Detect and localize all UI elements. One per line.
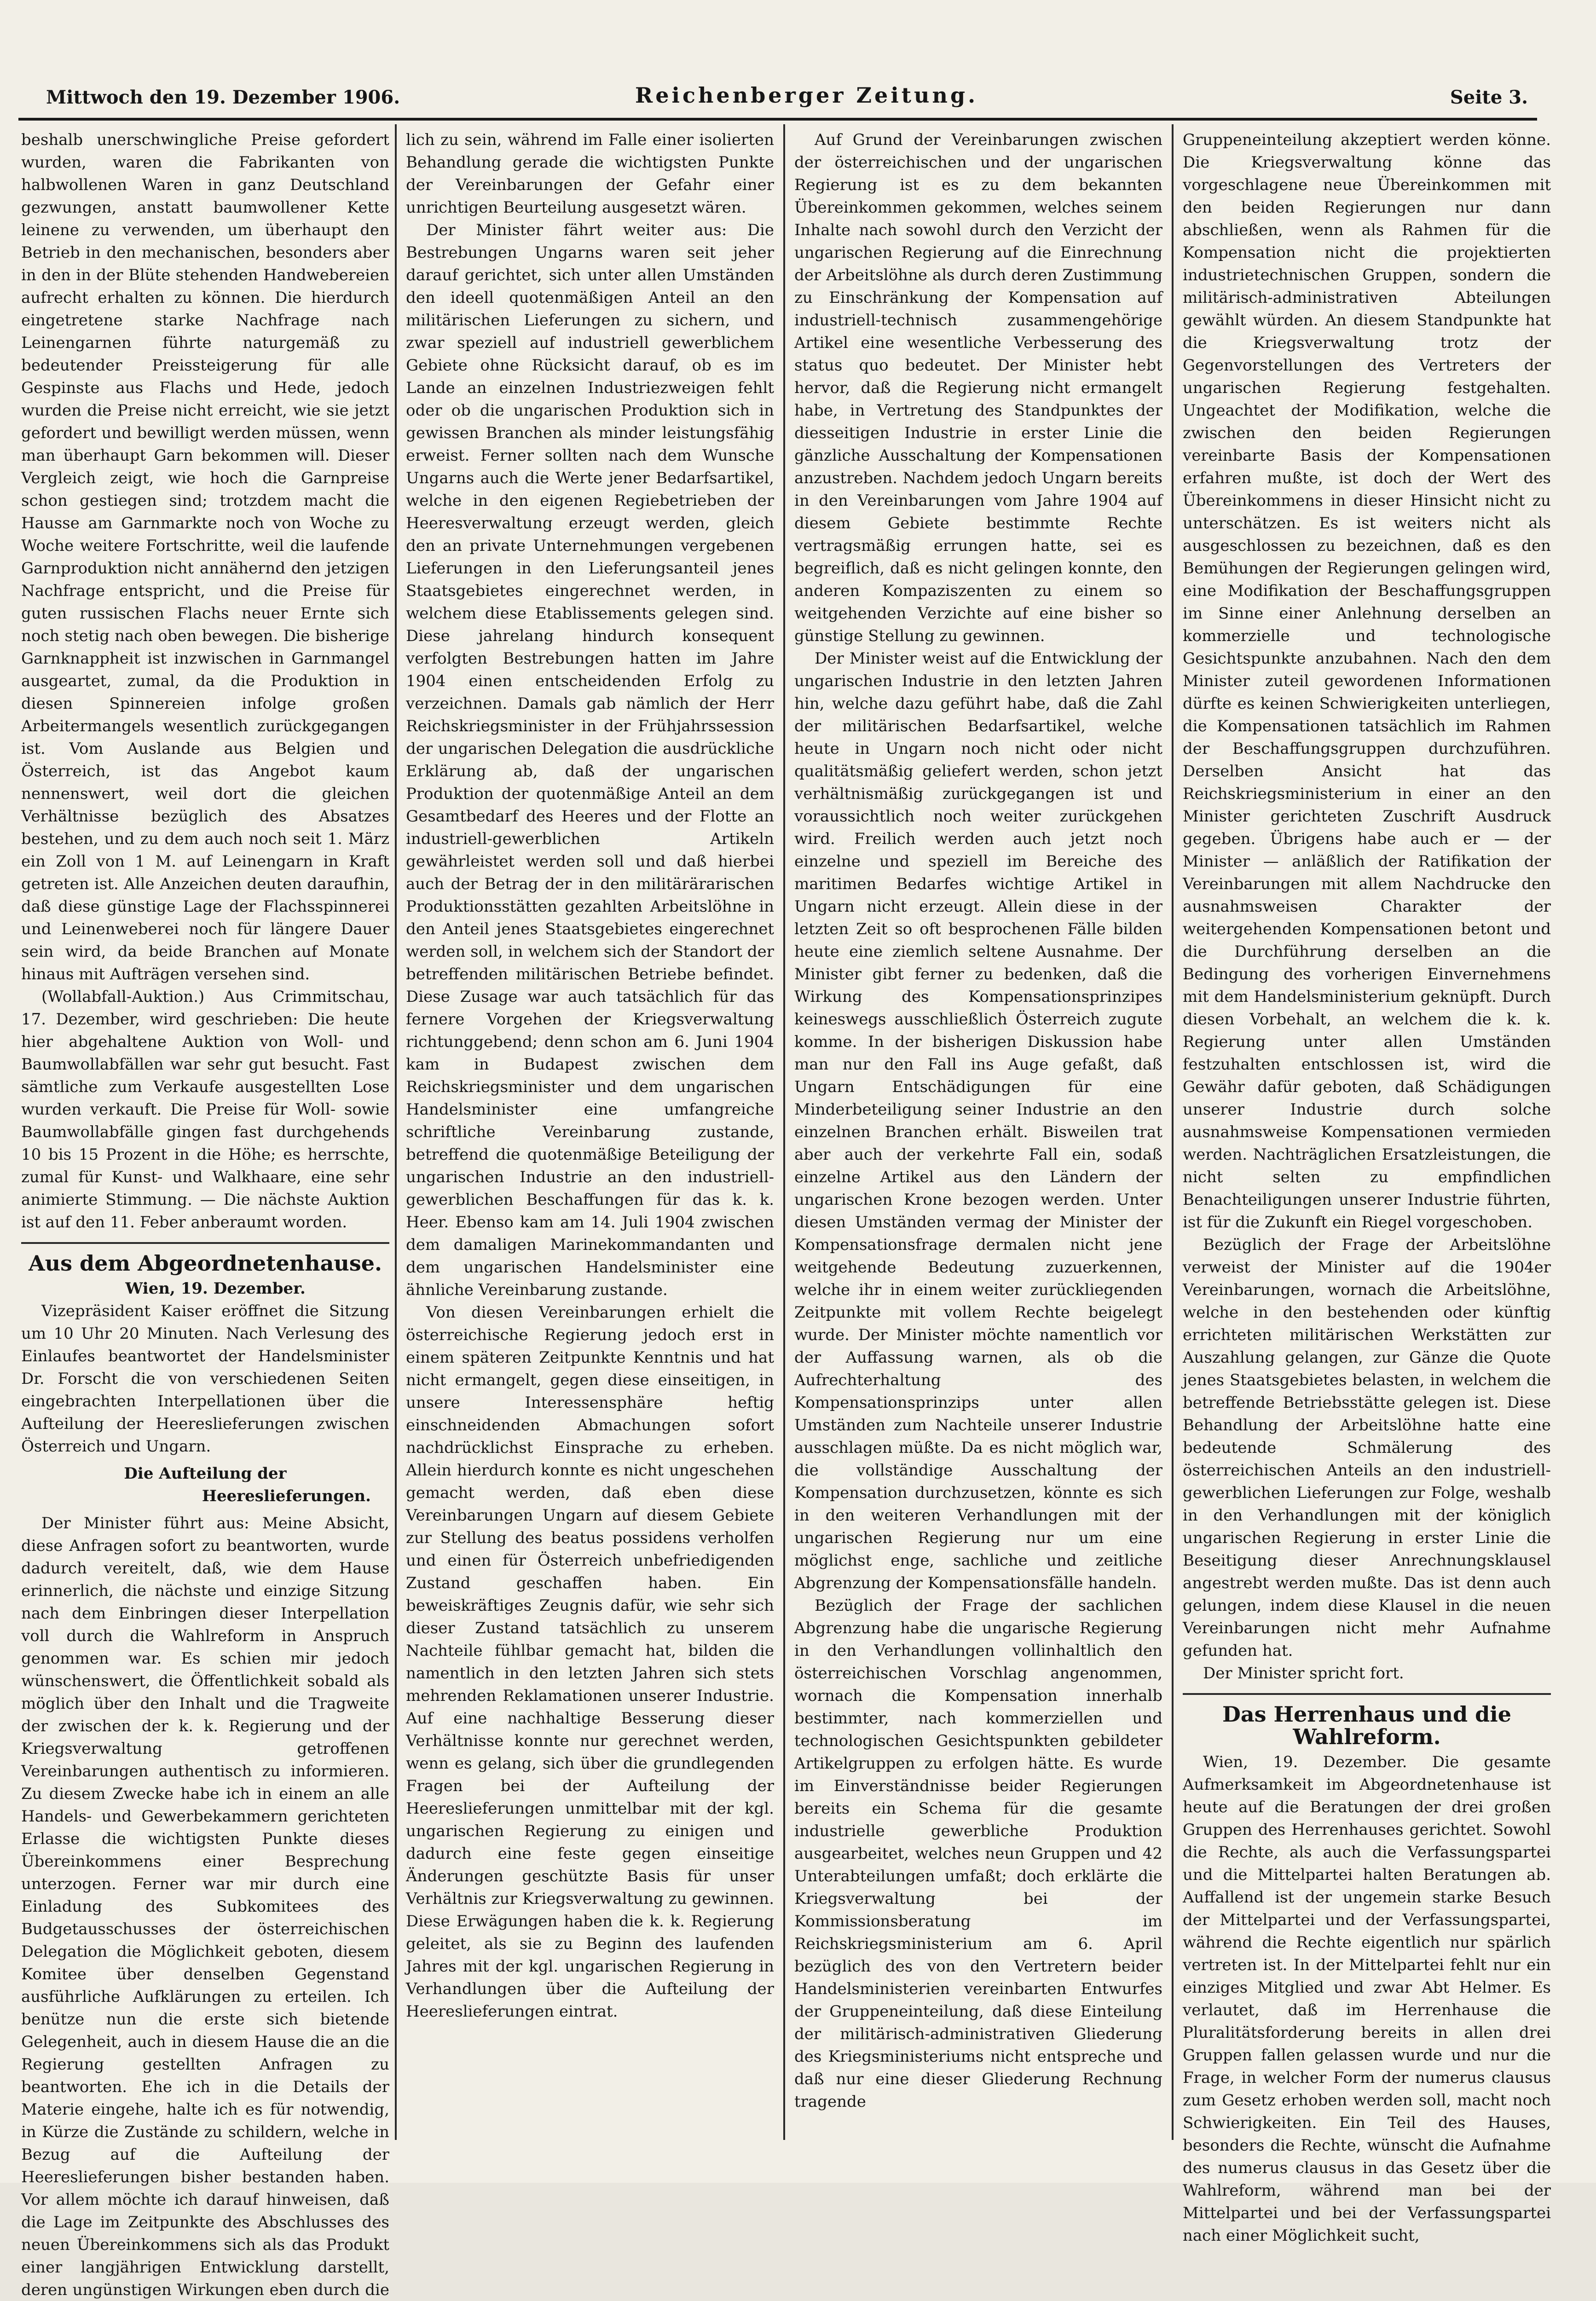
section-heading: Aus dem Abgeordnetenhause. [28, 1251, 382, 1276]
article-paragraph: Auf Grund der Vereinbarungen zwischen der österreichischen und der ungarischen Regierung ist es zu dem bekannten Übereinkommen gekommen, welches seinem Inhalte nach sowohl durch den Verzicht der ungarischen Regierung auf die Einrechnung der Arbeitslöhne als durch deren Zustimmung zu Einschränkung der Kompensation auf industriell-technisch zusammengehörige Artikel eine wesentliche Verbesserung des status quo bedeutet. Der Minister hebt hervor, daß die Regierung nicht ermangelt habe, in Vertretung des Standpunktes der diesseitigen Industrie in erster Linie die gänzliche Ausschaltung der Kompensationen anzustreben. Nachdem jedoch Ungarn bereits in den Vereinbarungen vom Jahre 1904 auf diesem Gebiete bestimmte Rechte vertragsmäßig errungen hatte, sei es begreiflich, daß es nicht gelingen konnte, den anderen Kompaziszenten zu einem so weitgehenden Verzichte auf eine bisher so günstige Stellung zu gewinnen. [794, 131, 1162, 645]
subheading: Die Aufteilung der [124, 1464, 287, 1483]
column-1 [21, 129, 389, 2299]
column-divider [1172, 124, 1174, 2140]
article-paragraph: Bezüglich der Frage der sachlichen Abgrenzung habe die ungarische Regierung in den Verhandlungen vollinhaltlich den österreichischen Vorschlag angenommen, wornach die Kompensation innerhalb bestimmter, nach kommerziellen und technologischen Gesichtspunkten gebildeter Artikelgruppen zu erfolgen hätte. Es wurde im Einverständnisse beider Regierungen bereits ein Schema für die gesamte industrielle gewerbliche Produktion ausgearbeitet, welches neun Gruppen und 42 Unterabteilungen umfaßt; doch erklärte die Kriegsverwaltung bei der Kommissionsberatung im Reichskriegsministerium am 6. April bezüglich des von den Vertretern beider Handelsministerien vereinbarten Entwurfes der Gruppeneinteilung, daß diese Einteilung der militärisch-administrativen Gliederung des Kriegsministeriums nicht entspreche und daß nur eine dieser Gliederung Rechnung tragende [794, 1596, 1162, 2111]
section-separator [1183, 1693, 1551, 1695]
article-paragraph: lich zu sein, während im Falle einer isolierten Behandlung gerade die wichtigsten Punkte der Vereinbarungen der Gefahr einer unrichtigen Beurteilung ausgesetzt wären. [406, 131, 774, 217]
section-separator [21, 1242, 389, 1244]
page-header [46, 83, 1528, 110]
article-paragraph: Bezüglich der Frage der Arbeitslöhne verweist der Minister auf die 1904er Vereinbarungen, wornach die Arbeitslöhne, welche in den bestehenden oder künftig errichteten militärischen Werkstätten zur Auszahlung gelangen, zur Gänze die Quote jenes Staatsgebietes belasten, in welchem die betreffende Betriebsstätte gelegen ist. Diese Behandlung der Arbeitslöhne hatte eine bedeutende Schmälerung des österreichischen Anteils an den industriell-gewerblichen Lieferungen zur Folge, weshalb in den Verhandlungen mit der königlich ungarischen Regierung in erster Linie die Beseitigung dieser Anrechnungsklausel angestrebt werden mußte. Das ist denn auch gelungen, indem diese Klausel in die neuen Vereinbarungen nicht mehr Aufnahme gefunden hat. [1183, 1236, 1551, 1660]
article-paragraph: Der Minister spricht fort. [1203, 1664, 1404, 1682]
article-paragraph: Vizepräsident Kaiser eröffnet die Sitzung um 10 Uhr 20 Minuten. Nach Verlesung des Einlaufes beantwortet der Handelsminister Dr. Forscht die von verschiedenen Seiten eingebrachten Interpellationen über die Aufteilung der Heereslieferungen zwischen Österreich und Ungarn. [21, 1302, 389, 1456]
column-3 [794, 129, 1162, 2145]
article-paragraph: beshalb unerschwingliche Preise gefordert wurden, waren die Fabrikanten von halbwollenen Waren in ganz Deutschland gezwungen, anstatt baumwollener Kette leinene zu verwenden, um überhaupt den Betrieb in den mechanischen, besonders aber in den in der Blüte stehenden Handwebereien aufrecht erhalten zu können. Die hierdurch eingetretene starke Nachfrage nach Leinengarnen führte naturgemäß zu bedeutender Preissteigerung für alle Gespinste aus Flachs und Hede, jedoch wurden die Preise nicht erreicht, wie sie jetzt gefordert und bewilligt werden müssen, wenn man überhaupt Garn bekommen will. Dieser Vergleich zeigt, wie hoch die Garnpreise schon gestiegen sind; trotzdem macht die Hausse am Garnmarkte noch von Woche zu Woche weitere Fortschritte, weil die laufende Garnproduktion nicht annähernd den jetzigen Nachfrage entspricht, und die Preise für guten russischen Flachs neuer Ernte sich noch stetig nach oben bewegen. Die bisherige Garnknappheit ist inzwischen in Garnmangel ausgeartet, zumal, da die Produktion in diesen Spinnereien infolge großen Arbeitermangels wesentlich zurückgegangen ist. Vom Auslande aus Belgien und Österreich, ist das Angebot kaum nennenswert, weil dort die gleichen Verhältnisse bezüglich des Absatzes bestehen, und zu dem auch noch seit 1. März ein Zoll von 1 M. auf Leinengarn in Kraft getreten ist. Alle Anzeichen deuten daraufhin, daß diese günstige Lage der Flachsspinnerei und Leinenweberei noch für längere Dauer sein wird, da beide Branchen auf Monate hinaus mit Aufträgen versehen sind. [21, 131, 389, 983]
article-paragraph: Der Minister weist auf die Entwicklung der ungarischen Industrie in den letzten Jahren hin, welche dazu geführt habe, daß die Zahl der militärischen Bedarfsartikel, welche heute in Ungarn noch nicht oder nicht qualitätsmäßig geliefert werden, schon jetzt verhältnismäßig zurückgegangen ist und voraussichtlich noch weiter zurückgehen wird. Freilich werden auch jetzt noch einzelne und speziell im Bereiche des maritimen Bedarfes wichtige Artikel in Ungarn nicht erzeugt. Allein diese in der letzten Zeit so oft besprochenen Fälle bilden heute eine ziemlich seltene Ausnahme. Der Minister gibt ferner zu bedenken, daß die Wirkung des Kompensationsprinzipes keineswegs ausschließlich Österreich zugute komme. In der bisherigen Diskussion habe man nur den Fall ins Auge gefaßt, daß Ungarn Entschädigungen für eine Minderbeteiligung seiner Industrie an den einzelnen Branchen erhält. Bisweilen trat aber auch der verkehrte Fall ein, sodaß einzelne Artikel aus den Ländern der ungarischen Krone bezogen werden. Unter diesen Umständen vermag der Minister der Kompensationsfrage dermalen nicht jene weitgehende Bedeutung zuzuerkennen, welche ihr in einem weiter zurückliegenden Zeitpunkte mit vollem Rechte beigelegt wurde. Der Minister möchte namentlich vor der Auffassung warnen, als ob die Aufrechterhaltung des Kompensationsprinzips unter allen Umständen zum Nachteile unserer Industrie ausschlagen müßte. Da es nicht möglich war, die vollständige Ausschaltung der Kompensation durchzusetzen, könnte es sich in den weiteren Verhandlungen mit der ungarischen Regierung nur um eine möglichst enge, sachliche und zeitliche Abgrenzung der Kompensationsfälle handeln. [794, 649, 1162, 1592]
article-paragraph: Der Minister führt aus: Meine Absicht, diese Anfragen sofort zu beantworten, wurde dadurch vereitelt, daß, wie dem Hause erinnerlich, die nächste und einzige Sitzung nach dem Einbringen dieser Interpellation voll durch die Wahlreform in Anspruch genommen war. Es schien mir jedoch wünschenswert, die Öffentlichkeit sobald als möglich über den Inhalt und die Tragweite der zwischen der k. k. Regierung und der Kriegsverwaltung getroffenen Vereinbarungen authentisch zu informieren. Zu diesem Zwecke habe ich in einem an alle Handels- und Gewerbekammern gerichteten Erlasse die wichtigsten Punkte dieses Übereinkommens einer Besprechung unterzogen. Ferner war mir durch eine Einladung des Subkomitees des Budgetausschusses der österreichischen Delegation die Möglichkeit geboten, diesem Komitee über denselben Gegenstand ausführliche Aufklärungen zu erteilen. Ich benütze nun die erste sich bietende Gelegenheit, auch in diesem Hause die an die Regierung gestellten Anfragen zu beantworten. Ehe ich in die Details der Materie eingehe, halte ich es für notwendig, in Kürze die Zustände zu schildern, welche in Bezug auf die Aufteilung der Heereslieferungen bisher bestanden haben. Vor allem möchte ich darauf hinweisen, daß die Lage im Zeitpunkte des Abschlusses des neuen Übereinkommens sich als das Produkt einer langjährigen Entwicklung darstellt, deren ungünstigen Wirkungen eben durch die [21, 1514, 389, 2299]
newspaper-title: Reichenberger Zeitung. [635, 83, 978, 108]
section-heading: Das Herrenhaus und die Wahlreform. [1222, 1702, 1512, 1749]
header-rule [18, 118, 1537, 121]
article-paragraph: Gruppeneinteilung akzeptiert werden könne. Die Kriegsverwaltung könne das vorgeschlagene neue Übereinkommen mit den beiden Regierungen nur dann abschließen, wenn als Rahmen für die Kompensation nicht die projektierten industrietechnischen Gruppen, sondern die militärisch-administrativen Abteilungen gewählt würden. An diesem Standpunkte hat die Kriegsverwaltung trotz der Gegenvorstellungen des Vertreters der ungarischen Regierung festgehalten. Ungeachtet der Modifikation, welche die zwischen den beiden Regierungen vereinbarte Basis der Kompensationen erfahren mußte, ist doch der Wert des Übereinkommens in dieser Hinsicht nicht zu unterschätzen. Es ist weiters nicht als ausgeschlossen zu bezeichnen, daß es den Bemühungen der Regierungen gelingen wird, eine Modifikation der Beschaffungsgruppen im Sinne einer Anlehnung derselben an kommerzielle und technologische Gesichtspunkte anzubahnen. Nach den dem Minister zuteil gewordenen Informationen dürfte es keinen Schwierigkeiten unterliegen, die Kompensationen tatsächlich im Rahmen der Beschaffungsgruppen durchzuführen. Derselben Ansicht hat das Reichskriegsministerium in einer an den Minister gerichteten Zuschrift Ausdruck gegeben. Übrigens habe auch er — der Minister — anläßlich der Ratifikation der Vereinbarungen mit allem Nachdrucke den ausnahmsweisen Charakter der weitergehenden Kompensationen betont und die Durchführung derselben an die Bedingung des vorherigen Einvernehmens mit dem Handelsministerium geknüpft. Durch diesen Vorbehalt, an welchem die k. k. Regierung unter allen Umständen festzuhalten entschlossen ist, wird die Gewähr dafür geboten, daß Schädigungen unserer Industrie durch solche ausnahmsweise Kompensationen vermieden werden. Nachträglichen Ersatzleistungen, die nicht selten zu empfindlichen Benachteiligungen unserer Industrie führten, ist für die Zukunft ein Riegel vorgeschoben. [1183, 131, 1551, 1231]
header-date: Mittwoch den 19. Dezember 1906. [46, 87, 400, 108]
column-divider [783, 124, 785, 2140]
article-paragraph: Der Minister fährt weiter aus: Die Bestrebungen Ungarns waren seit jeher darauf gerichtet, sich unter allen Umständen den ideell quotenmäßigen Anteil an den militärischen Lieferungen zu sichern, und zwar speziell auf industriell gewerblichem Gebiete ohne Rücksicht darauf, ob es im Lande an einzelnen Industriezweigen fehlt oder ob die ungarischen Produktion sich in gewissen Branchen als minder leistungsfähig erweist. Ferner sollten nach dem Wunsche Ungarns auch die Werte jener Bedarfsartikel, welche in den eigenen Regiebetrieben der Heeresverwaltung erzeugt werden, gleich den an private Unternehmungen vergebenen Lieferungen in den Lieferungsanteil jenes Staatsgebietes eingerechnet werden, in welchem diese Etablissements gelegen sind. Diese jahrelang hindurch konsequent verfolgten Bestrebungen hatten im Jahre 1904 einen entscheidenden Erfolg zu verzeichnen. Damals gab nämlich der Herr Reichskriegsminister in der Frühjahrssession der ungarischen Delegation die ausdrückliche Erklärung ab, daß der ungarischen Produktion der quotenmäßige Anteil an dem Gesamtbedarf des Heeres und der Flotte an industriell-gewerblichen Artikeln gewährleistet werden soll und daß hierbei auch der Betrag der in den militärärarischen Produktionsstätten gezahlten Arbeitslöhne in den Anteil jenes Staatsgebietes eingerechnet werden soll, in welchem sich der Standort der betreffenden militärischen Betriebe befindet. Diese Zusage war auch tatsächlich für das fernere Vorgehen der Kriegsverwaltung richtunggebend; denn schon am 6. Juni 1904 kam in Budapest zwischen dem Reichskriegsminister und dem ungarischen Handelsminister eine umfangreiche schriftliche Vereinbarung zustande, betreffend die quotenmäßige Beteiligung der ungarischen Industrie an den industriell-gewerblichen Beschaffungen für das k. k. Heer. Ebenso kam am 14. Juli 1904 zwischen dem damaligen Marinekommandanten und dem ungarischen Handelsminister eine ähnliche Vereinbarung zustande. [406, 221, 774, 1299]
article-paragraph: (Wollabfall-Auktion.) Aus Crimmitschau, 17. Dezember, wird geschrieben: Die heute hier abgehaltene Auktion von Woll- und Baumwollabfällen war sehr gut besucht. Fast sämtliche zum Verkaufe ausgestellten Lose wurden verkauft. Die Preise für Woll- sowie Baumwollabfälle gingen fast durchgehends 10 bis 15 Prozent in die Höhe; es herrschte, zumal für Kunst- und Walkhaare, eine sehr animierte Stimmung. — Die nächste Auktion ist auf den 11. Feber anberaumt worden. [21, 988, 389, 1231]
subheading: Heereslieferungen. [202, 1487, 371, 1505]
dateline: Wien, 19. Dezember. [125, 1279, 306, 1298]
article-paragraph: Wien, 19. Dezember. Die gesamte Aufmerksamkeit im Abgeordnetenhause ist heute auf die Beratungen der drei großen Gruppen des Herrenhauses gerichtet. Sowohl die Rechte, als auch die Verfassungspartei und die Mittelpartei halten Beratungen ab. Auffallend ist der ungemein starke Besuch der Mittelpartei und der Verfassungspartei, während die Rechte eigentlich nur spärlich vertreten ist. In der Mittelpartei fehlt nur ein einziges Mitglied und zwar Abt Helmer. Es verlautet, daß im Herrenhause die Pluralitätsforderung bereits in allen drei Gruppen fallen gelassen wurde und nur die Frage, in welcher Form der numerus clausus zum Gesetz erhoben werden soll, macht noch Schwierigkeiten. Ein Teil des Hauses, besonders die Rechte, wünscht die Aufnahme des numerus clausus in das Gesetz über die Wahlreform, während man bei der Mittelpartei und bei der Verfassungspartei nach einer Möglichkeit sucht, [1183, 1753, 1551, 2245]
page-number: Seite 3. [1450, 87, 1528, 108]
article-paragraph: Von diesen Vereinbarungen erhielt die österreichische Regierung jedoch erst in einem späteren Zeitpunkte Kenntnis und hat nicht ermangelt, gegen diese einseitigen, in unsere Interessensphäre heftig einschneidenden Abmachungen sofort nachdrücklichst Einsprache zu erheben. Allein hierdurch konnte es nicht ungeschehen gemacht werden, daß eben diese Vereinbarungen Ungarn auf diesem Gebiete zur Stellung des beatus possidens verholfen und einen für Österreich unbefriedigenden Zustand geschaffen haben. Ein beweiskräftiges Zeugnis dafür, wie sehr sich dieser Zustand tatsächlich zu unserem Nachteile fühlbar gemacht hat, bilden die namentlich in den letzten Jahren sich stets mehrenden Reklamationen unserer Industrie. Auf eine nachhaltige Besserung dieser Verhältnisse konnte nur gerechnet werden, wenn es gelang, sich über die grundlegenden Fragen bei der Aufteilung der Heereslieferungen unmittelbar mit der kgl. ungarischen Regierung zu einigen und dadurch eine feste gegen einseitige Änderungen geschützte Basis für unser Verhältnis zur Kriegsverwaltung zu gewinnen. Diese Erwägungen haben die k. k. Regierung geleitet, als sie zu Beginn des laufenden Jahres mit der kgl. ungarischen Regierung in Verhandlungen über die Aufteilung der Heereslieferungen eintrat. [406, 1303, 774, 2021]
column-2 [406, 129, 774, 2145]
column-4 [1183, 129, 1551, 2245]
column-divider [395, 124, 397, 2140]
